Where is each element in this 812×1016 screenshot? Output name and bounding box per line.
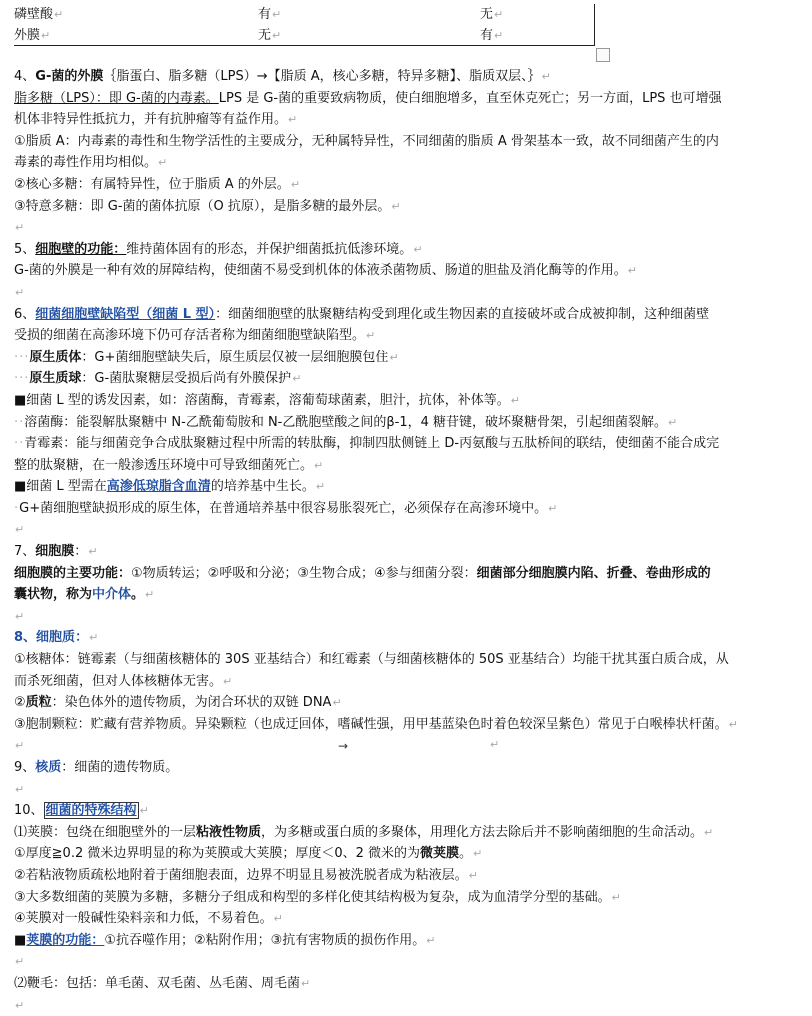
flagella-text: ⑵鞭毛：包括：单毛菌、双毛菌、丛毛菌、周毛菌↵ bbox=[14, 975, 311, 991]
empty-paragraph: ↵ bbox=[15, 739, 25, 753]
empty-paragraph: ↵ bbox=[15, 285, 25, 299]
specific-polysaccharide-text: ③特意多糖：即 G-菌的菌体抗原（O 抗原），是脂多糖的最外层。↵ bbox=[14, 198, 401, 214]
capsule-thickness-text: ①厚度≧0.2 微米边界明显的称为荚膜或大荚膜；厚度＜0、2 微米的为微荚膜。↵ bbox=[14, 846, 483, 862]
section-6-heading: 6、细菌细胞壁缺陷型（细菌 L 型）：细菌细胞壁的肽聚糖结构受到理化或生物因素的直接破坏或合成被抑制，这种细菌壁 bbox=[14, 306, 710, 322]
section-9-heading: 9、核质：细菌的遗传物质。 bbox=[14, 760, 179, 775]
document-body bbox=[14, 66, 798, 1016]
table-cell-gplus: 有↵ bbox=[258, 7, 282, 22]
empty-paragraph: ↵ bbox=[15, 221, 25, 235]
lps-definition: 脂多糖（LPS）：即 G-菌的内毒素。LPS 是 G-菌的重要致病物质，使白细胞增多，直至休克死亡；另一方面，LPS 也可增强 bbox=[14, 90, 722, 106]
section-8-heading: 8、细胞质：↵ bbox=[14, 630, 99, 646]
table-border-right bbox=[594, 4, 595, 46]
ribosome-text: ①核糖体：链霉素（与细菌核糖体的 30S 亚基结合）和红霉素（与细菌核糖体的 50S 亚基结合）均能干扰其蛋白质合成，从 bbox=[14, 652, 729, 668]
penicillin-text: ··青霉素：能与细菌竞争合成肽聚糖过程中所需的转肽酶，抑制四肽侧链上 D-丙氨酸与五肽桥间的联结，使细菌不能合成完 bbox=[14, 436, 720, 452]
capsule-text: ⑴荚膜：包绕在细胞壁外的一层粘液性物质，为多糖或蛋白质的多聚体，用理化方法去除后并不影响菌细胞的生命活动。↵ bbox=[14, 824, 714, 840]
granule-text: ③胞制颗粒：贮藏有营养物质。异染颗粒（也成迂回体，嗜碱性强，用甲基蓝染色时着色较深呈紫色）常见于白喉棒状杆菌。↵ bbox=[14, 716, 738, 732]
lysozyme-text: ··溶菌酶：能裂解肽聚糖中 N-乙酰葡萄胺和 N-乙酰胞壁酸之间的β-1，4 糖苷键，破坏聚糖骨架，引起细菌裂解。↵ bbox=[14, 414, 678, 430]
slime-layer-text: ②若粘液物质疏松地附着于菌细胞表面，边界不明显且易被洗脱者成为粘液层。↵ bbox=[14, 867, 478, 883]
section-7-heading: 7、细胞膜：↵ bbox=[14, 544, 98, 560]
table-row-name: 外膜↵ bbox=[14, 28, 51, 43]
section-4-heading: 4、G-菌的外膜｛脂蛋白、脂多糖（LPS）→【脂质 A，核心多糖，特异多糖】、脂质双层、｝↵ bbox=[14, 69, 551, 84]
outer-membrane-barrier-text: G-菌的外膜是一种有效的屏障结构，使细菌不易受到机体的体液杀菌物质、肠道的胆盐及消化酶等的作用。↵ bbox=[14, 263, 637, 279]
core-polysaccharide-text: ②核心多糖：有属特异性，位于脂质 A 的外层。↵ bbox=[14, 176, 301, 192]
capsule-function-text: ■荚膜的功能：①抗吞噬作用；②粘附作用；③抗有害物质的损伤作用。↵ bbox=[14, 932, 436, 948]
empty-paragraph: ↵ bbox=[15, 998, 25, 1012]
table-border-bottom bbox=[14, 45, 595, 46]
gplus-protoplast-text: ·G+菌细胞壁缺损形成的原生体，在普通培养基中很容易胀裂死亡，必须保存在高渗环境中。↵ bbox=[14, 500, 558, 516]
lps-definition-cont: 机体非特异性抵抗力，并有抗肿瘤等有益作用。↵ bbox=[14, 112, 298, 128]
section-5-heading: 5、细胞壁的功能：维持菌体固有的形态，并保护细菌抵抗低渗环境。↵ bbox=[14, 241, 423, 257]
spheroplast-text: ···原生质球：G-菌肽聚糖层受损后尚有外膜保护↵ bbox=[14, 371, 302, 387]
capsule-polysaccharide-text: ③大多数细菌的荚膜为多糖，多糖分子组成和构型的多样化使其结构极为复杂，成为血清学分型的基础。↵ bbox=[14, 889, 621, 905]
table-row-name: 磷壁酸↵ bbox=[14, 7, 64, 22]
paragraph-mark-icon: ↵ bbox=[490, 738, 500, 751]
protoplast-text: ···原生质体：G+菌细胞壁缺失后，原生质层仅被一层细胞膜包住↵ bbox=[14, 349, 399, 365]
table-cell-gminus: 有↵ bbox=[480, 28, 504, 43]
membrane-function-text: 细胞膜的主要功能：①物质转运；②呼吸和分泌；③生物合成；④参与细菌分裂：细菌部分细胞膜内陷、折叠、卷曲形成的 bbox=[14, 565, 711, 581]
empty-paragraph: ↵ bbox=[15, 782, 25, 796]
l-form-medium-text: ■细菌 L 型需在高渗低琼脂含血清的培养基中生长。↵ bbox=[14, 479, 326, 495]
empty-paragraph: ↵ bbox=[15, 955, 25, 969]
table-cell-gminus: 无↵ bbox=[480, 7, 504, 22]
lipid-a-text: ①脂质 A：内毒素的毒性和生物学活性的主要成分，无种属特异性，不同细菌的脂质 A 骨架基本一致，故不同细菌产生的内 bbox=[14, 133, 719, 149]
section-6-cont: 受损的细菌在高渗环境下仍可存活者称为细菌细胞壁缺陷型。↵ bbox=[14, 328, 376, 344]
ribosome-text-cont: 而杀死细菌，但对人体核糖体无害。↵ bbox=[14, 673, 233, 689]
capsule-staining-text: ④荚膜对一般碱性染料亲和力低，不易着色。↵ bbox=[14, 911, 283, 927]
table-cell-gplus: 无↵ bbox=[258, 28, 282, 43]
tab-arrow-icon: → bbox=[338, 739, 349, 753]
table-end-marker bbox=[596, 48, 610, 62]
lipid-a-text-cont: 毒素的毒性作用均相似。↵ bbox=[14, 155, 168, 171]
comparison-table bbox=[14, 4, 584, 46]
membrane-function-cont: 囊状物，称为中介体。↵ bbox=[14, 587, 155, 603]
empty-paragraph: ↵ bbox=[15, 523, 25, 537]
l-form-causes: ■细菌 L 型的诱发因素，如：溶菌酶，青霉素，溶葡萄球菌素，胆汁，抗体，补体等。↵ bbox=[14, 392, 521, 408]
section-10-heading: 10、 细菌的特殊结构 ↵ bbox=[14, 803, 149, 819]
plasmid-text: ②质粒：染色体外的遗传物质，为闭合环状的双链 DNA↵ bbox=[14, 695, 342, 711]
empty-paragraph: ↵ bbox=[15, 609, 25, 623]
penicillin-text-cont: 整的肽聚糖，在一般渗透压环境中可导致细菌死亡。↵ bbox=[14, 457, 324, 473]
